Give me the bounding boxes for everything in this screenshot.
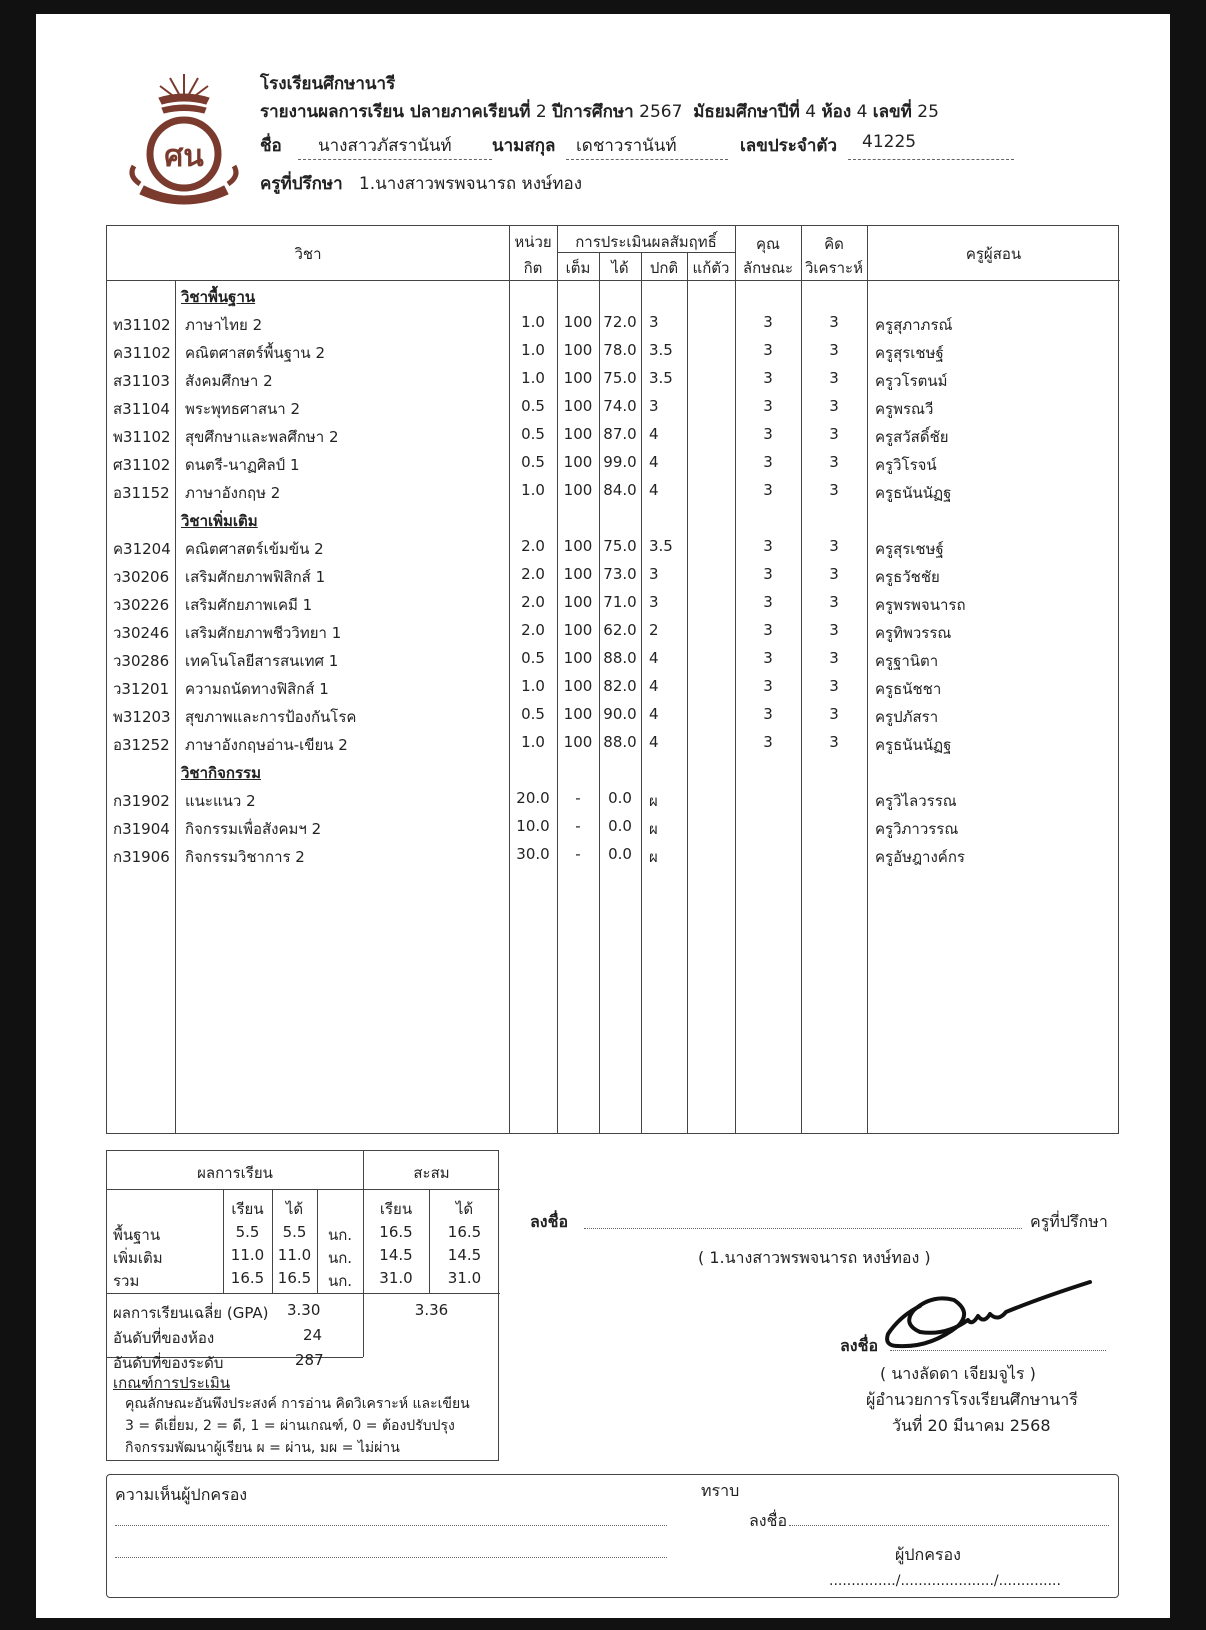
cell-grade: ผ: [649, 848, 658, 866]
summary-cum_got: 31.0: [447, 1269, 482, 1287]
cell-full: 100: [563, 677, 593, 695]
cell-credit: 0.5: [521, 425, 545, 443]
table-row: [107, 449, 1120, 477]
cell-think: 3: [829, 313, 839, 331]
cell-code: ก31904: [113, 820, 170, 838]
col-char-bottom: ลักษณะ: [742, 259, 794, 277]
cell-got: 71.0: [603, 593, 637, 611]
cell-char: 3: [763, 313, 773, 331]
table-row: [107, 561, 1120, 589]
report-title: รายงานผลการเรียน ปลายภาคเรียนที่ 2 ปีการศึกษา 2567 มัธยมศึกษาปีที่ 4 ห้อง 4 เลขที่ 25: [260, 102, 939, 122]
col-credit-top: หน่วย: [514, 233, 552, 251]
col-remedial: แก้ตัว: [692, 259, 730, 277]
cell-grade: 3: [649, 313, 659, 331]
cell-grade: 4: [649, 649, 659, 667]
cell-got: 99.0: [603, 453, 637, 471]
col-think-top: คิด: [824, 235, 844, 253]
cell-think: 3: [829, 621, 839, 639]
criteria-2: 3 = ดีเยี่ยม, 2 = ดี, 1 = ผ่านเกณฑ์, 0 = ต้องปรับปรุง: [125, 1418, 455, 1434]
cell-teacher: ครูสุรเชษฐ์: [875, 344, 944, 362]
table-row: [107, 365, 1120, 393]
cell-teacher: ครูสุรเชษฐ์: [875, 540, 944, 558]
summary-got: 16.5: [277, 1269, 312, 1287]
cell-name: ภาษาอังกฤษ 2: [185, 484, 281, 502]
level-rank-value: 287: [295, 1351, 324, 1369]
table-row: [107, 645, 1120, 673]
cell-char: 3: [763, 481, 773, 499]
cell-grade: ผ: [649, 820, 658, 838]
cell-name: เทคโนโลยีสารสนเทศ 1: [185, 652, 339, 670]
summary-box: [106, 1150, 499, 1461]
cell-grade: 2: [649, 621, 659, 639]
cell-got: 84.0: [603, 481, 637, 499]
cell-credit: 1.0: [521, 313, 545, 331]
cell-code: ส31104: [113, 400, 170, 418]
advisor-sign-name: ( 1.นางสาวพรพจนารถ หงษ์ทอง ): [698, 1248, 931, 1267]
table-row: [107, 841, 1120, 869]
cell-credit: 2.0: [521, 621, 545, 639]
cell-full: -: [575, 845, 581, 863]
table-row: [107, 785, 1120, 813]
grades-table: [106, 225, 1119, 1134]
table-row: [107, 673, 1120, 701]
summary-study: 16.5: [230, 1269, 265, 1287]
cell-name: ความถนัดทางฟิสิกส์ 1: [185, 680, 329, 698]
cell-credit: 20.0: [516, 789, 550, 807]
cell-think: 3: [829, 649, 839, 667]
cell-full: 100: [563, 621, 593, 639]
cell-got: 78.0: [603, 341, 637, 359]
section-title: วิชากิจกรรม: [181, 764, 261, 782]
parent-date: .............../...................../..............: [829, 1573, 1061, 1589]
sign-date: วันที่ 20 มีนาคม 2568: [892, 1416, 1051, 1435]
cell-char: 3: [763, 593, 773, 611]
cell-credit: 2.0: [521, 537, 545, 555]
cell-full: 100: [563, 649, 593, 667]
cell-got: 87.0: [603, 425, 637, 443]
cell-credit: 0.5: [521, 649, 545, 667]
parent-ack-label: ทราบ: [701, 1481, 740, 1500]
cell-grade: 3: [649, 397, 659, 415]
cell-grade: 3: [649, 565, 659, 583]
summary-cum-col-got: ได้: [455, 1200, 474, 1218]
cell-full: 100: [563, 425, 593, 443]
cell-full: 100: [563, 481, 593, 499]
cell-code: อ31152: [113, 484, 170, 502]
cell-think: 3: [829, 453, 839, 471]
summary-unit: นก.: [327, 1249, 353, 1267]
summary-cumulative-title: สะสม: [413, 1164, 450, 1182]
parent-sign-label: ลงชื่อ: [749, 1511, 788, 1530]
cell-code: ว30286: [113, 652, 170, 670]
section-header: [107, 505, 1120, 533]
cell-think: 3: [829, 341, 839, 359]
director-sign-label: ลงชื่อ: [840, 1336, 879, 1355]
parent-comment-label: ความเห็นผู้ปกครอง: [115, 1485, 248, 1504]
cell-name: สุขภาพและการป้องกันโรค: [185, 708, 357, 726]
cell-think: 3: [829, 481, 839, 499]
cell-think: 3: [829, 425, 839, 443]
cell-teacher: ครูทิพวรรณ: [875, 624, 952, 642]
table-row: [107, 701, 1120, 729]
cell-grade: 3.5: [649, 341, 673, 359]
cell-name: สุขศึกษาและพลศึกษา 2: [185, 428, 339, 446]
cell-credit: 1.0: [521, 677, 545, 695]
summary-cum_got: 14.5: [447, 1246, 482, 1264]
cell-got: 75.0: [603, 537, 637, 555]
cell-credit: 0.5: [521, 397, 545, 415]
student-surname: เดชาวรานันท์: [576, 136, 677, 156]
cell-teacher: ครูวโรตนม์: [875, 372, 948, 390]
director-name: ( นางลัดดา เจียมจูไร ): [880, 1364, 1036, 1383]
cell-credit: 0.5: [521, 705, 545, 723]
cell-code: ก31902: [113, 792, 170, 810]
cell-credit: 1.0: [521, 341, 545, 359]
cell-credit: 1.0: [521, 481, 545, 499]
cell-code: ค31204: [113, 540, 171, 558]
cell-code: ศ31102: [113, 456, 171, 474]
cell-full: 100: [563, 537, 593, 555]
svg-text:ศน: ศน: [164, 139, 204, 174]
cell-code: ก31906: [113, 848, 170, 866]
cell-got: 73.0: [603, 565, 637, 583]
cell-char: 3: [763, 425, 773, 443]
cell-char: 3: [763, 397, 773, 415]
cell-grade: 3.5: [649, 537, 673, 555]
cell-full: -: [575, 789, 581, 807]
cell-teacher: ครูฐานิตา: [875, 652, 939, 670]
cell-credit: 2.0: [521, 593, 545, 611]
student-id-label: เลขประจำตัว: [740, 136, 837, 156]
cell-char: 3: [763, 705, 773, 723]
col-full: เต็ม: [565, 259, 591, 277]
cell-code: ว30206: [113, 568, 170, 586]
room-rank-value: 24: [303, 1326, 323, 1344]
cell-got: 88.0: [603, 649, 637, 667]
cell-grade: 4: [649, 733, 659, 751]
cell-name: กิจกรรมวิชาการ 2: [185, 848, 305, 866]
section-title: วิชาพื้นฐาน: [181, 288, 256, 306]
cell-char: 3: [763, 677, 773, 695]
cell-think: 3: [829, 369, 839, 387]
summary-got: 5.5: [282, 1223, 307, 1241]
advisor-sign-label: ลงชื่อ: [530, 1212, 569, 1231]
cell-full: 100: [563, 733, 593, 751]
cell-name: กิจกรรมเพื่อสังคมฯ 2: [185, 820, 322, 838]
summary-cum_study: 14.5: [379, 1246, 413, 1264]
cell-char: 3: [763, 621, 773, 639]
summary-label: รวม: [113, 1272, 140, 1290]
cell-char: 3: [763, 733, 773, 751]
cell-code: ว30226: [113, 596, 170, 614]
summary-unit: นก.: [327, 1226, 353, 1244]
criteria-title: เกณฑ์การประเมิน: [113, 1374, 231, 1392]
cell-name: สังคมศึกษา 2: [185, 372, 273, 390]
cell-teacher: ครูปภัสรา: [875, 708, 939, 726]
cell-code: อ31252: [113, 736, 170, 754]
cell-teacher: ครูอัษฎางค์กร: [875, 848, 965, 866]
gpa-label: ผลการเรียนเฉลี่ย (GPA): [113, 1304, 269, 1322]
cell-got: 72.0: [603, 313, 637, 331]
cell-teacher: ครูวิไลวรรณ: [875, 792, 957, 810]
cell-teacher: ครูพรณวี: [875, 400, 934, 418]
cell-full: -: [575, 817, 581, 835]
cell-credit: 30.0: [516, 845, 550, 863]
cell-name: ภาษาไทย 2: [185, 316, 263, 334]
cell-full: 100: [563, 341, 593, 359]
cell-char: 3: [763, 369, 773, 387]
summary-study: 5.5: [235, 1223, 260, 1241]
gpa-value: 3.30: [287, 1301, 321, 1319]
col-normal: ปกติ: [649, 259, 679, 277]
summary-result-title: ผลการเรียน: [197, 1164, 273, 1182]
table-row: [107, 813, 1120, 841]
table-row: [107, 589, 1120, 617]
parent-role: ผู้ปกครอง: [895, 1545, 961, 1564]
student-name: นางสาวภัสรานันท์: [318, 136, 452, 156]
advisor-role: ครูที่ปรึกษา: [1030, 1212, 1108, 1231]
cell-name: คณิตศาสตร์เข้มข้น 2: [185, 540, 324, 558]
cell-got: 88.0: [603, 733, 637, 751]
surname-label: นามสกุล: [492, 136, 556, 156]
cell-teacher: ครูสุภาภรณ์: [875, 316, 953, 334]
cell-got: 0.0: [608, 817, 632, 835]
cell-teacher: ครูวิโรจน์: [875, 456, 937, 474]
cell-code: พ31203: [113, 708, 171, 726]
cell-full: 100: [563, 705, 593, 723]
col-subject: วิชา: [294, 245, 322, 263]
cell-teacher: ครูวิภาวรรณ: [875, 820, 959, 838]
col-credit-bottom: กิต: [523, 259, 543, 277]
cell-char: 3: [763, 649, 773, 667]
cell-got: 0.0: [608, 845, 632, 863]
summary-got: 11.0: [277, 1246, 312, 1264]
cell-char: 3: [763, 341, 773, 359]
cell-credit: 0.5: [521, 453, 545, 471]
name-label: ชื่อ: [260, 136, 282, 156]
table-row: [107, 477, 1120, 505]
summary-cum_got: 16.5: [447, 1223, 482, 1241]
cell-char: 3: [763, 453, 773, 471]
summary-col-study: เรียน: [231, 1200, 264, 1218]
cell-teacher: ครูพรพจนารถ: [875, 596, 966, 614]
room-rank-label: อันดับที่ของห้อง: [113, 1329, 215, 1347]
cell-code: ว30246: [113, 624, 170, 642]
criteria-1: คุณลักษณะอันพึงประสงค์ การอ่าน คิดวิเคราะห์ และเขียน: [125, 1396, 470, 1412]
cell-teacher: ครูธนันนัฏฐ: [875, 736, 952, 754]
cell-think: 3: [829, 593, 839, 611]
cell-full: 100: [563, 313, 593, 331]
cell-think: 3: [829, 733, 839, 751]
summary-study: 11.0: [230, 1246, 265, 1264]
cell-think: 3: [829, 537, 839, 555]
cell-teacher: ครูสวัสดิ์ชัย: [875, 428, 949, 446]
cell-grade: 4: [649, 705, 659, 723]
cell-code: ค31102: [113, 344, 171, 362]
cell-full: 100: [563, 565, 593, 583]
director-role: ผู้อำนวยการโรงเรียนศึกษานารี: [866, 1390, 1078, 1409]
cell-grade: ผ: [649, 792, 658, 810]
cell-char: 3: [763, 537, 773, 555]
col-got: ได้: [611, 259, 629, 277]
criteria-3: กิจกรรมพัฒนาผู้เรียน ผ = ผ่าน, มผ = ไม่ผ่าน: [125, 1440, 400, 1456]
cell-grade: 3: [649, 593, 659, 611]
cell-full: 100: [563, 453, 593, 471]
cell-name: พระพุทธศาสนา 2: [185, 400, 301, 418]
student-id: 41225: [862, 132, 917, 152]
school-name: โรงเรียนศึกษานารี: [260, 74, 396, 94]
cell-credit: 2.0: [521, 565, 545, 583]
section-header: [107, 281, 1120, 309]
cell-think: 3: [829, 677, 839, 695]
cell-think: 3: [829, 705, 839, 723]
director-signature-icon: [880, 1276, 1100, 1356]
cell-think: 3: [829, 397, 839, 415]
cum-gpa-value: 3.36: [414, 1301, 449, 1319]
cell-name: เสริมศักยภาพฟิสิกส์ 1: [185, 568, 326, 586]
summary-label: เพิ่มเติม: [113, 1249, 163, 1267]
cell-got: 62.0: [603, 621, 637, 639]
cell-full: 100: [563, 397, 593, 415]
cell-name: เสริมศักยภาพชีววิทยา 1: [185, 624, 342, 642]
cell-teacher: ครูธนันนัฏฐ: [875, 484, 952, 502]
table-row: [107, 421, 1120, 449]
school-logo-icon: [114, 66, 254, 206]
cell-code: ว31201: [113, 680, 170, 698]
cell-code: ท31102: [113, 316, 171, 334]
summary-label: พื้นฐาน: [113, 1226, 161, 1244]
cell-grade: 4: [649, 481, 659, 499]
cell-credit: 1.0: [521, 733, 545, 751]
cell-got: 0.0: [608, 789, 632, 807]
table-row: [107, 393, 1120, 421]
cell-full: 100: [563, 369, 593, 387]
cell-got: 74.0: [603, 397, 637, 415]
cell-name: ดนตรี-นาฏศิลป์ 1: [185, 456, 300, 474]
cell-grade: 3.5: [649, 369, 673, 387]
table-row: [107, 337, 1120, 365]
section-header: [107, 757, 1120, 785]
cell-char: 3: [763, 565, 773, 583]
table-row: [107, 617, 1120, 645]
parent-comment-box: [106, 1474, 1119, 1598]
advisor-line: ครูที่ปรึกษา 1.นางสาวพรพจนารถ หงษ์ทอง: [260, 174, 582, 194]
cell-name: คณิตศาสตร์พื้นฐาน 2: [185, 344, 325, 362]
cell-teacher: ครูธนัชชา: [875, 680, 942, 698]
cell-full: 100: [563, 593, 593, 611]
cell-credit: 1.0: [521, 369, 545, 387]
cell-think: 3: [829, 565, 839, 583]
col-think-bottom: วิเคราะห์: [804, 259, 863, 277]
cell-got: 82.0: [603, 677, 637, 695]
summary-cum_study: 16.5: [379, 1223, 413, 1241]
summary-cum-col-study: เรียน: [379, 1200, 413, 1218]
cell-name: ภาษาอังกฤษอ่าน-เขียน 2: [185, 736, 348, 754]
cell-got: 90.0: [603, 705, 637, 723]
table-row: [107, 533, 1120, 561]
summary-col-got: ได้: [285, 1200, 304, 1218]
col-assessment: การประเมินผลสัมฤทธิ์: [575, 233, 717, 251]
col-char-top: คุณ: [756, 235, 780, 253]
level-rank-label: อันดับที่ของระดับ: [113, 1354, 224, 1372]
cell-code: ส31103: [113, 372, 170, 390]
cell-name: เสริมศักยภาพเคมี 1: [185, 596, 313, 614]
table-row: [107, 309, 1120, 337]
summary-unit: นก.: [327, 1272, 353, 1290]
cell-credit: 10.0: [516, 817, 550, 835]
cell-teacher: ครูธวัชชัย: [875, 568, 940, 586]
cell-got: 75.0: [603, 369, 637, 387]
cell-grade: 4: [649, 677, 659, 695]
cell-name: แนะแนว 2: [185, 792, 256, 810]
col-teacher: ครูผู้สอน: [965, 245, 1022, 263]
summary-cum_study: 31.0: [379, 1269, 413, 1287]
table-row: [107, 729, 1120, 757]
section-title: วิชาเพิ่มเติม: [181, 512, 258, 530]
cell-grade: 4: [649, 453, 659, 471]
cell-code: พ31102: [113, 428, 171, 446]
cell-grade: 4: [649, 425, 659, 443]
